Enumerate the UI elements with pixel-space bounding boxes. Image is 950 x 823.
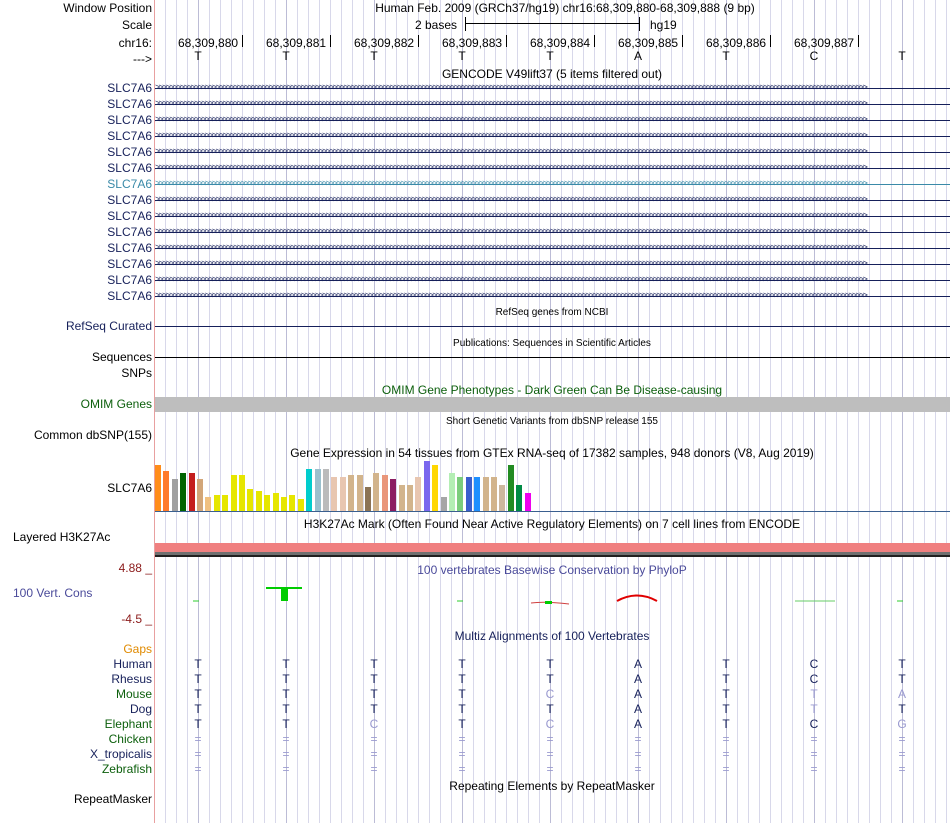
strand-arrows-icon: >>>>>>>>>>>>>>>>>>>>>>>>>>>>>>>>>>>>>>>>>>>>>>>>>>>>>>>>>>>>>>>>>>>>>>>>>>>>>>>>>>>>>>>>>>>>>>>>>>>>>>>>>>>>>>>>>>>>>>>>>>>>>>>>>>>>>>>>>>>>>>>>>>>>>>>>>>>>>>>>>>>>>>>>>>>>>>>>>>>>>>>>>>>>>>>>>>>>>>>> <box>155 162 867 172</box>
gtex-tissue-bar[interactable] <box>189 473 195 511</box>
alignment-base: = <box>458 762 466 776</box>
alignment-base: T <box>898 672 906 686</box>
gtex-tissue-bar[interactable] <box>457 477 463 511</box>
phylop-ymin: -4.5 _ <box>121 612 152 626</box>
gtex-tissue-bar[interactable] <box>197 479 203 511</box>
reference-base: T <box>370 49 378 63</box>
position-number: 68,309,882 <box>354 36 415 50</box>
gene-label[interactable]: SLC7A6 <box>107 289 152 303</box>
species-label[interactable]: Human <box>113 657 152 671</box>
alignment-base: = <box>458 732 466 746</box>
gtex-tissue-bar[interactable] <box>491 477 497 511</box>
position-number: 68,309,887 <box>794 36 855 50</box>
reference-base: T <box>722 49 730 63</box>
gene-track-row[interactable] <box>155 244 950 252</box>
alignment-base: = <box>898 762 906 776</box>
gene-label[interactable]: SLC7A6 <box>107 209 152 223</box>
gene-track-row[interactable] <box>155 276 950 284</box>
alignment-base: C <box>545 687 555 701</box>
alignment-base: T <box>194 687 202 701</box>
alignment-base: T <box>282 687 290 701</box>
alignment-base: A <box>633 687 642 701</box>
gene-track-row[interactable] <box>155 100 950 108</box>
gtex-tissue-bar[interactable] <box>172 479 178 511</box>
gene-label[interactable]: SLC7A6 <box>107 177 152 191</box>
position-number: 68,309,883 <box>442 36 503 50</box>
scale-label: Scale <box>121 18 152 32</box>
alignment-base: T <box>546 657 554 671</box>
species-label[interactable]: Dog <box>129 702 152 716</box>
alignment-base: T <box>370 672 378 686</box>
omim-bar[interactable] <box>155 397 950 412</box>
alignment-base: T <box>458 672 466 686</box>
gene-track-row[interactable] <box>155 260 950 268</box>
gtex-tissue-bar[interactable] <box>306 469 312 511</box>
gtex-tissue-bar[interactable] <box>315 469 321 511</box>
repeatmasker-title: Repeating Elements by RepeatMasker <box>449 779 655 793</box>
alignment-base: A <box>897 687 906 701</box>
gtex-tissue-bar[interactable] <box>323 469 329 511</box>
scale-assembly: hg19 <box>650 18 677 32</box>
gtex-tissue-bar[interactable] <box>399 485 405 511</box>
strand-arrows-icon: >>>>>>>>>>>>>>>>>>>>>>>>>>>>>>>>>>>>>>>>>>>>>>>>>>>>>>>>>>>>>>>>>>>>>>>>>>>>>>>>>>>>>>>>>>>>>>>>>>>>>>>>>>>>>>>>>>>>>>>>>>>>>>>>>>>>>>>>>>>>>>>>>>>>>>>>>>>>>>>>>>>>>>>>>>>>>>>>>>>>>>>>>>>>>>>>>>>>>>>> <box>155 146 867 156</box>
window-position-text: Human Feb. 2009 (GRCh37/hg19) chr16:68,309,880-68,309,888 (9 bp) <box>375 1 755 15</box>
strand-arrows-icon: >>>>>>>>>>>>>>>>>>>>>>>>>>>>>>>>>>>>>>>>>>>>>>>>>>>>>>>>>>>>>>>>>>>>>>>>>>>>>>>>>>>>>>>>>>>>>>>>>>>>>>>>>>>>>>>>>>>>>>>>>>>>>>>>>>>>>>>>>>>>>>>>>>>>>>>>>>>>>>>>>>>>>>>>>>>>>>>>>>>>>>>>>>>>>>>>>>>>>>>> <box>155 242 867 252</box>
phylop-plot[interactable] <box>155 580 950 610</box>
gtex-tissue-bar[interactable] <box>390 479 396 511</box>
alignment-base: T <box>546 702 554 716</box>
strand-label: ---> <box>133 52 152 66</box>
alignment-base: C <box>545 717 555 731</box>
gene-track-row[interactable] <box>155 228 950 236</box>
alignment-base: T <box>458 702 466 716</box>
alignment-base: A <box>633 672 642 686</box>
position-tick <box>242 35 243 47</box>
gene-label[interactable]: SLC7A6 <box>107 97 152 111</box>
gtex-tissue-bar[interactable] <box>239 475 245 511</box>
gencode-title: GENCODE V49lift37 (5 items filtered out) <box>441 67 663 81</box>
alignment-base: G <box>897 717 907 731</box>
chrom-label: chr16: <box>118 36 152 50</box>
position-number: 68,309,885 <box>618 36 679 50</box>
alignment-base: T <box>194 672 202 686</box>
reference-base: A <box>633 49 642 63</box>
gtex-tissue-bar[interactable] <box>231 475 237 511</box>
gtex-tissue-bar[interactable] <box>163 471 169 511</box>
alignment-base: T <box>722 672 730 686</box>
gtex-label[interactable]: SLC7A6 <box>107 481 152 495</box>
omim-title: OMIM Gene Phenotypes - Dark Green Can Be Disease-causing <box>381 383 723 397</box>
alignment-base: = <box>722 762 730 776</box>
alignment-base: = <box>458 747 466 761</box>
strand-arrows-icon: >>>>>>>>>>>>>>>>>>>>>>>>>>>>>>>>>>>>>>>>>>>>>>>>>>>>>>>>>>>>>>>>>>>>>>>>>>>>>>>>>>>>>>>>>>>>>>>>>>>>>>>>>>>>>>>>>>>>>>>>>>>>>>>>>>>>>>>>>>>>>>>>>>>>>>>>>>>>>>>>>>>>>>>>>>>>>>>>>>>>>>>>>>>>>>>>>>>>>>>> <box>155 130 867 140</box>
window-position-label: Window Position <box>63 1 152 15</box>
h3k27ac-label[interactable]: Layered H3K27Ac <box>13 530 111 544</box>
gtex-tissue-bar[interactable] <box>289 495 295 511</box>
gene-label[interactable]: SLC7A6 <box>107 81 152 95</box>
alignment-base: T <box>458 657 466 671</box>
gtex-tissue-bar[interactable] <box>415 477 421 511</box>
alignment-base: = <box>546 747 554 761</box>
gtex-tissue-bar[interactable] <box>516 485 522 511</box>
browser-image[interactable] <box>155 0 950 823</box>
alignment-base: T <box>722 702 730 716</box>
dbsnp-label[interactable]: Common dbSNP(155) <box>33 428 152 442</box>
gtex-baseline <box>155 511 950 512</box>
species-label[interactable]: Chicken <box>108 732 152 746</box>
alignment-base: = <box>282 732 290 746</box>
species-label[interactable]: Rhesus <box>111 672 152 686</box>
gtex-tissue-bar[interactable] <box>298 499 304 511</box>
gene-track-row[interactable] <box>155 116 950 124</box>
gene-track-row[interactable] <box>155 180 950 188</box>
strand-arrows-icon: >>>>>>>>>>>>>>>>>>>>>>>>>>>>>>>>>>>>>>>>>>>>>>>>>>>>>>>>>>>>>>>>>>>>>>>>>>>>>>>>>>>>>>>>>>>>>>>>>>>>>>>>>>>>>>>>>>>>>>>>>>>>>>>>>>>>>>>>>>>>>>>>>>>>>>>>>>>>>>>>>>>>>>>>>>>>>>>>>>>>>>>>>>>>>>>>>>>>>>>> <box>155 210 867 220</box>
h3k27ac-signal-red[interactable] <box>155 543 950 552</box>
reference-base: T <box>546 49 554 63</box>
gene-label[interactable]: SLC7A6 <box>107 257 152 271</box>
alignment-base: T <box>282 657 290 671</box>
gtex-tissue-bar[interactable] <box>205 497 211 511</box>
species-label[interactable]: Elephant <box>104 717 152 731</box>
alignment-base: T <box>458 717 466 731</box>
gene-label[interactable]: SLC7A6 <box>107 161 152 175</box>
gtex-tissue-bar[interactable] <box>348 475 354 511</box>
alignment-base: A <box>633 657 642 671</box>
phylop-label[interactable]: 100 Vert. Cons <box>13 586 93 600</box>
phylop-title: 100 vertebrates Basewise Conservation by PhyloP <box>417 563 687 577</box>
species-label[interactable]: Zebrafish <box>101 762 152 776</box>
gtex-tissue-bar[interactable] <box>525 493 531 511</box>
scale-text: 2 bases <box>415 18 458 32</box>
alignment-base: = <box>898 732 906 746</box>
alignment-base: T <box>370 687 378 701</box>
gene-track-row[interactable] <box>155 212 950 220</box>
refseq-title: RefSeq genes from NCBI <box>495 307 609 318</box>
alignment-base: = <box>194 762 202 776</box>
gtex-tissue-bar[interactable] <box>340 477 346 511</box>
gene-track-row[interactable] <box>155 292 950 300</box>
gtex-tissue-bar[interactable] <box>382 475 388 511</box>
gtex-tissue-bar[interactable] <box>432 465 438 511</box>
gene-label[interactable]: SLC7A6 <box>107 129 152 143</box>
gtex-tissue-bar[interactable] <box>281 497 287 511</box>
gtex-tissue-bar[interactable] <box>474 477 480 511</box>
alignment-base: = <box>810 732 818 746</box>
h3k27ac-signal-dark <box>155 555 950 557</box>
alignment-base: = <box>282 747 290 761</box>
gtex-tissue-bar[interactable] <box>331 477 337 511</box>
strand-arrows-icon: >>>>>>>>>>>>>>>>>>>>>>>>>>>>>>>>>>>>>>>>>>>>>>>>>>>>>>>>>>>>>>>>>>>>>>>>>>>>>>>>>>>>>>>>>>>>>>>>>>>>>>>>>>>>>>>>>>>>>>>>>>>>>>>>>>>>>>>>>>>>>>>>>>>>>>>>>>>>>>>>>>>>>>>>>>>>>>>>>>>>>>>>>>>>>>>>>>>>>>>> <box>155 258 867 268</box>
alignment-base: = <box>722 747 730 761</box>
refseq-label[interactable]: RefSeq Curated <box>65 319 152 333</box>
gene-label[interactable]: SLC7A6 <box>107 145 152 159</box>
gtex-tissue-bar[interactable] <box>466 477 472 511</box>
gene-label[interactable]: SLC7A6 <box>107 273 152 287</box>
alignment-base: T <box>898 657 906 671</box>
position-number: 68,309,881 <box>266 36 327 50</box>
alignment-base: T <box>810 687 818 701</box>
gene-track-row[interactable] <box>155 164 950 172</box>
position-number: 68,309,886 <box>706 36 767 50</box>
alignment-base: A <box>633 702 642 716</box>
strand-arrows-icon: >>>>>>>>>>>>>>>>>>>>>>>>>>>>>>>>>>>>>>>>>>>>>>>>>>>>>>>>>>>>>>>>>>>>>>>>>>>>>>>>>>>>>>>>>>>>>>>>>>>>>>>>>>>>>>>>>>>>>>>>>>>>>>>>>>>>>>>>>>>>>>>>>>>>>>>>>>>>>>>>>>>>>>>>>>>>>>>>>>>>>>>>>>>>>>>>>>>>>>>> <box>155 194 867 204</box>
alignment-base: = <box>810 747 818 761</box>
alignment-base: T <box>194 657 202 671</box>
alignment-base: T <box>722 687 730 701</box>
gtex-tissue-bar[interactable] <box>264 495 270 511</box>
position-tick <box>594 35 595 47</box>
gtex-tissue-bar[interactable] <box>256 491 262 511</box>
alignment-base: T <box>194 717 202 731</box>
position-number: 68,309,880 <box>178 36 239 50</box>
h3k27ac-title: H3K27Ac Mark (Often Found Near Active Regulatory Elements) on 7 cell lines from ENCODE <box>303 517 801 531</box>
reference-base: T <box>898 49 906 63</box>
position-tick <box>330 35 331 47</box>
scale-bar <box>465 17 640 31</box>
omim-label[interactable]: OMIM Genes <box>80 397 152 411</box>
gene-track-row[interactable] <box>155 84 950 92</box>
alignment-base: = <box>634 762 642 776</box>
gtex-tissue-bar[interactable] <box>155 465 161 511</box>
gtex-tissue-bar[interactable] <box>499 485 505 511</box>
position-tick <box>682 35 683 47</box>
gtex-tissue-bar[interactable] <box>373 473 379 511</box>
alignment-base: T <box>282 717 290 731</box>
alignment-base: = <box>898 747 906 761</box>
alignment-base: T <box>810 702 818 716</box>
reference-base: T <box>458 49 466 63</box>
species-label[interactable]: Mouse <box>115 687 152 701</box>
gaps-label: Gaps <box>123 642 152 656</box>
strand-arrows-icon: >>>>>>>>>>>>>>>>>>>>>>>>>>>>>>>>>>>>>>>>>>>>>>>>>>>>>>>>>>>>>>>>>>>>>>>>>>>>>>>>>>>>>>>>>>>>>>>>>>>>>>>>>>>>>>>>>>>>>>>>>>>>>>>>>>>>>>>>>>>>>>>>>>>>>>>>>>>>>>>>>>>>>>>>>>>>>>>>>>>>>>>>>>>>>>>>>>>>>>>> <box>155 114 867 124</box>
alignment-base: = <box>546 762 554 776</box>
strand-arrows-icon: >>>>>>>>>>>>>>>>>>>>>>>>>>>>>>>>>>>>>>>>>>>>>>>>>>>>>>>>>>>>>>>>>>>>>>>>>>>>>>>>>>>>>>>>>>>>>>>>>>>>>>>>>>>>>>>>>>>>>>>>>>>>>>>>>>>>>>>>>>>>>>>>>>>>>>>>>>>>>>>>>>>>>>>>>>>>>>>>>>>>>>>>>>>>>>>>>>>>>>>> <box>155 274 867 284</box>
alignment-base: T <box>722 717 730 731</box>
position-number: 68,309,884 <box>530 36 591 50</box>
snps-label[interactable]: SNPs <box>121 366 152 380</box>
alignment-base: C <box>809 717 819 731</box>
gtex-tissue-bar[interactable] <box>247 489 253 511</box>
strand-arrows-icon: >>>>>>>>>>>>>>>>>>>>>>>>>>>>>>>>>>>>>>>>>>>>>>>>>>>>>>>>>>>>>>>>>>>>>>>>>>>>>>>>>>>>>>>>>>>>>>>>>>>>>>>>>>>>>>>>>>>>>>>>>>>>>>>>>>>>>>>>>>>>>>>>>>>>>>>>>>>>>>>>>>>>>>>>>>>>>>>>>>>>>>>>>>>>>>>>>>>>>>>> <box>155 82 867 92</box>
position-tick <box>770 35 771 47</box>
gtex-tissue-bar[interactable] <box>424 461 430 511</box>
dbsnp-title: Short Genetic Variants from dbSNP release 155 <box>446 416 658 427</box>
position-tick <box>858 35 859 47</box>
alignment-base: = <box>810 762 818 776</box>
alignment-base: C <box>809 657 819 671</box>
gtex-tissue-bar[interactable] <box>449 473 455 511</box>
alignment-base: T <box>194 702 202 716</box>
alignment-base: = <box>634 747 642 761</box>
reference-base: T <box>282 49 290 63</box>
alignment-base: = <box>634 732 642 746</box>
gene-label[interactable]: SLC7A6 <box>107 193 152 207</box>
alignment-base: C <box>369 717 379 731</box>
alignment-base: = <box>546 732 554 746</box>
alignment-base: T <box>546 672 554 686</box>
alignment-base: = <box>194 747 202 761</box>
repeatmasker-label[interactable]: RepeatMasker <box>73 792 152 806</box>
reference-base: T <box>194 49 202 63</box>
strand-arrows-icon: >>>>>>>>>>>>>>>>>>>>>>>>>>>>>>>>>>>>>>>>>>>>>>>>>>>>>>>>>>>>>>>>>>>>>>>>>>>>>>>>>>>>>>>>>>>>>>>>>>>>>>>>>>>>>>>>>>>>>>>>>>>>>>>>>>>>>>>>>>>>>>>>>>>>>>>>>>>>>>>>>>>>>>>>>>>>>>>>>>>>>>>>>>>>>>>>>>>>>>>> <box>155 226 867 236</box>
alignment-base: = <box>194 732 202 746</box>
alignment-base: = <box>282 762 290 776</box>
gtex-tissue-bar[interactable] <box>441 497 447 511</box>
alignment-base: = <box>722 732 730 746</box>
gene-track-row[interactable] <box>155 148 950 156</box>
track-labels <box>0 0 154 823</box>
species-label[interactable]: X_tropicalis <box>89 747 152 761</box>
gene-track-row[interactable] <box>155 196 950 204</box>
gene-label[interactable]: SLC7A6 <box>107 225 152 239</box>
gtex-title: Gene Expression in 54 tissues from GTEx RNA-seq of 17382 samples, 948 donors (V8, Aug 2019) <box>290 446 814 460</box>
gtex-tissue-bar[interactable] <box>273 493 279 511</box>
gene-track-row[interactable] <box>155 132 950 140</box>
alignment-base: = <box>370 747 378 761</box>
gene-label[interactable]: SLC7A6 <box>107 241 152 255</box>
position-tick <box>506 35 507 47</box>
gtex-tissue-bar[interactable] <box>483 477 489 511</box>
gtex-tissue-bar[interactable] <box>357 475 363 511</box>
gtex-tissue-bar[interactable] <box>508 465 514 511</box>
alignment-base: T <box>722 657 730 671</box>
alignment-base: T <box>898 702 906 716</box>
gtex-bar-chart[interactable] <box>155 461 535 511</box>
strand-arrows-icon: >>>>>>>>>>>>>>>>>>>>>>>>>>>>>>>>>>>>>>>>>>>>>>>>>>>>>>>>>>>>>>>>>>>>>>>>>>>>>>>>>>>>>>>>>>>>>>>>>>>>>>>>>>>>>>>>>>>>>>>>>>>>>>>>>>>>>>>>>>>>>>>>>>>>>>>>>>>>>>>>>>>>>>>>>>>>>>>>>>>>>>>>>>>>>>>>>>>>>>>> <box>155 178 867 188</box>
sequences-label[interactable]: Sequences <box>91 350 152 364</box>
sequences-line[interactable] <box>155 357 950 358</box>
sequences-title: Publications: Sequences in Scientific Articles <box>453 338 651 349</box>
refseq-gene-line[interactable] <box>155 326 950 327</box>
alignment-base: T <box>282 672 290 686</box>
gene-label[interactable]: SLC7A6 <box>107 113 152 127</box>
alignment-base: A <box>633 717 642 731</box>
reference-base: C <box>809 49 819 63</box>
alignment-base: T <box>370 657 378 671</box>
gtex-tissue-bar[interactable] <box>180 473 186 511</box>
strand-arrows-icon: >>>>>>>>>>>>>>>>>>>>>>>>>>>>>>>>>>>>>>>>>>>>>>>>>>>>>>>>>>>>>>>>>>>>>>>>>>>>>>>>>>>>>>>>>>>>>>>>>>>>>>>>>>>>>>>>>>>>>>>>>>>>>>>>>>>>>>>>>>>>>>>>>>>>>>>>>>>>>>>>>>>>>>>>>>>>>>>>>>>>>>>>>>>>>>>>>>>>>>>> <box>155 98 867 108</box>
gtex-tissue-bar[interactable] <box>407 485 413 511</box>
alignment-base: = <box>370 762 378 776</box>
gtex-tissue-bar[interactable] <box>214 495 220 511</box>
gtex-tissue-bar[interactable] <box>365 487 371 511</box>
strand-arrows-icon: >>>>>>>>>>>>>>>>>>>>>>>>>>>>>>>>>>>>>>>>>>>>>>>>>>>>>>>>>>>>>>>>>>>>>>>>>>>>>>>>>>>>>>>>>>>>>>>>>>>>>>>>>>>>>>>>>>>>>>>>>>>>>>>>>>>>>>>>>>>>>>>>>>>>>>>>>>>>>>>>>>>>>>>>>>>>>>>>>>>>>>>>>>>>>>>>>>>>>>>> <box>155 290 867 300</box>
alignment-base: T <box>458 687 466 701</box>
alignment-base: C <box>809 672 819 686</box>
alignment-base: = <box>370 732 378 746</box>
multiz-title: Multiz Alignments of 100 Vertebrates <box>454 629 650 643</box>
position-tick <box>418 35 419 47</box>
alignment-base: T <box>282 702 290 716</box>
alignment-base: T <box>370 702 378 716</box>
phylop-ymax: 4.88 _ <box>118 561 152 575</box>
gtex-tissue-bar[interactable] <box>222 495 228 511</box>
